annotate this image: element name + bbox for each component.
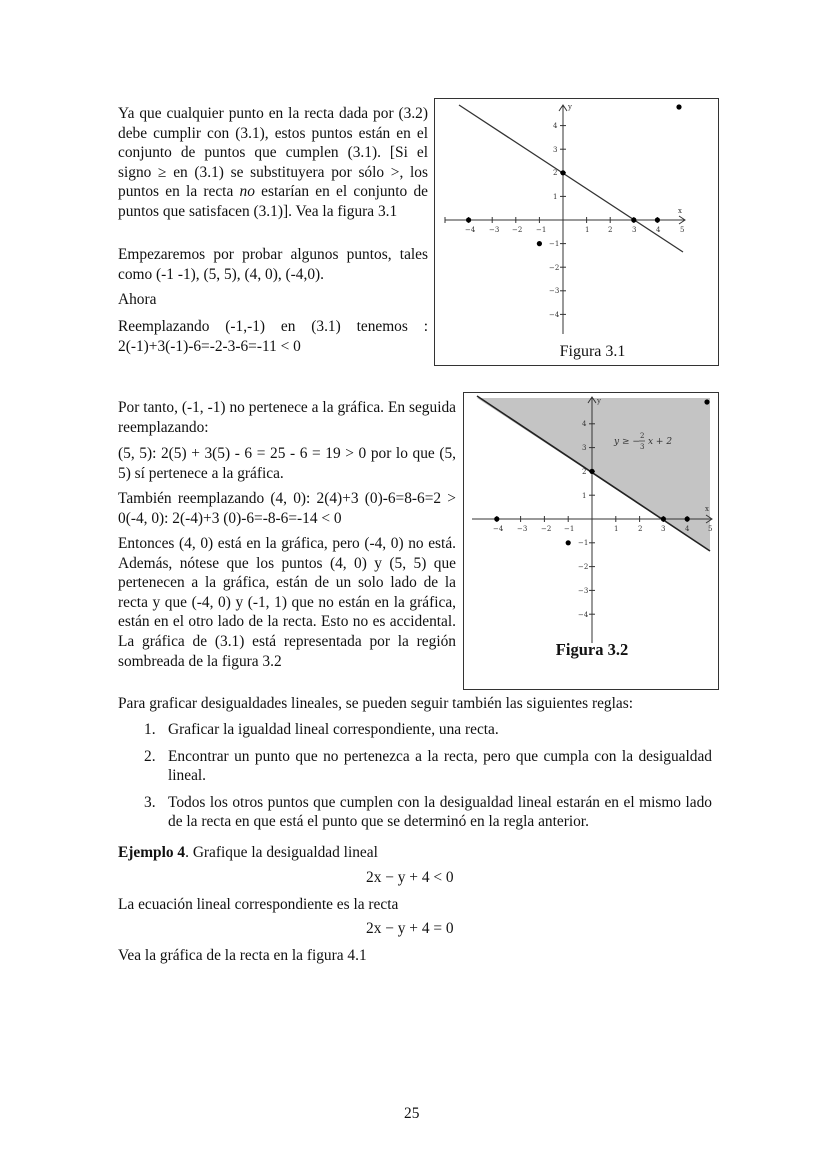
svg-text:−4: −4 bbox=[493, 525, 504, 533]
rule-number: 1. bbox=[144, 721, 156, 738]
svg-text:−4: −4 bbox=[578, 611, 589, 619]
text: Ya que cualquier punto en la recta dada por (3.2) debe cumplir con (3.1), estos puntos están en el conjunto de puntos que cumplen (3.1). [Si el signo ≥ en (3.1) se substituyera por sólo >, los puntos en la recta bbox=[118, 105, 428, 201]
rule-item-1 bbox=[118, 720, 712, 740]
svg-text:−4: −4 bbox=[549, 311, 560, 319]
svg-text:5: 5 bbox=[680, 226, 685, 234]
svg-text:1: 1 bbox=[614, 525, 619, 533]
svg-text:−3: −3 bbox=[549, 287, 560, 295]
rules-list bbox=[118, 720, 712, 839]
example-label: Ejemplo 4 bbox=[118, 844, 186, 861]
svg-text:−3: −3 bbox=[578, 587, 589, 595]
figure-3-2 bbox=[463, 392, 719, 690]
svg-text:4: 4 bbox=[685, 525, 690, 533]
text: estarían en el conjunto de puntos que satisfacen (3.1)]. Vea la figura 3.1 bbox=[118, 183, 428, 220]
svg-text:4: 4 bbox=[656, 226, 661, 234]
svg-text:−1: −1 bbox=[578, 539, 589, 547]
svg-text:3: 3 bbox=[640, 443, 645, 451]
svg-text:−4: −4 bbox=[465, 226, 476, 234]
svg-text:−1: −1 bbox=[564, 525, 575, 533]
svg-text:−2: −2 bbox=[578, 563, 589, 571]
svg-text:1: 1 bbox=[582, 492, 587, 500]
equation: 2x − y + 4 = 0 bbox=[366, 920, 454, 937]
rule-text: Graficar la igualdad lineal correspondiente, una recta. bbox=[168, 721, 499, 738]
svg-text:3: 3 bbox=[632, 226, 637, 234]
rule-text: Todos los otros puntos que cumplen con la desigualdad lineal estarán en el mismo lado de la recta en que está el punto que se determinó en la regla anterior. bbox=[168, 793, 712, 831]
rule-item-2 bbox=[118, 747, 712, 786]
rule-text: Encontrar un punto que no pertenezca a la recta, pero que cumpla con la desigualdad lineal. bbox=[168, 747, 712, 785]
paragraph-block2-3: También reemplazando (4, 0): 2(4)+3 (0)-6=8-6=2 > 0(-4, 0): 2(-4)+3 (0)-6=-8-6=-14 < 0 bbox=[118, 490, 456, 527]
rule-item-3 bbox=[118, 793, 712, 832]
figure-3-2-caption: Figura 3.2 bbox=[555, 640, 629, 659]
rule-number: 2. bbox=[144, 747, 156, 765]
line-text: La ecuación lineal correspondiente es la recta bbox=[118, 896, 399, 913]
svg-text:y ≥ −: y ≥ − bbox=[614, 437, 640, 447]
svg-text:−3: −3 bbox=[517, 525, 528, 533]
paragraph-block2-4: Entonces (4, 0) está en la gráfica, pero (-4, 0) no está. Además, nótese que los puntos (4, 0) y (5, 5) que pertenecen a la gráfica, están de un solo lado de la recta y que (-4, 0) y (-1, 1) que no están en la gráfica, están en el otro lado de la recta. Esto no es accidental. La gráfica de (3.1) está representada por la región sombreada de la figura 3.2 bbox=[118, 535, 456, 670]
svg-text:4: 4 bbox=[553, 122, 558, 130]
svg-text:−3: −3 bbox=[489, 226, 500, 234]
figure-3-1-caption: Figura 3.1 bbox=[559, 343, 626, 360]
italic-text: no bbox=[239, 183, 255, 201]
svg-text:−1: −1 bbox=[549, 240, 560, 248]
example-intro: . Grafique la desigualdad lineal bbox=[185, 844, 378, 861]
svg-text:3: 3 bbox=[582, 444, 587, 452]
paragraph-block2-2: (5, 5): 2(5) + 3(5) - 6 = 25 - 6 = 19 > 0 por lo que (5, 5) sí pertenece a la gráfica. bbox=[118, 445, 456, 482]
svg-text:−1: −1 bbox=[536, 226, 547, 234]
example-heading bbox=[118, 843, 718, 863]
paragraph-block1-4: Reemplazando (-1,-1) en (3.1) tenemos : 2(-1)+3(-1)-6=-2-3-6=-11 < 0 bbox=[118, 318, 428, 355]
svg-text:2: 2 bbox=[553, 169, 558, 177]
svg-text:y: y bbox=[597, 397, 601, 405]
svg-text:2: 2 bbox=[608, 226, 613, 234]
svg-text:−2: −2 bbox=[512, 226, 523, 234]
paragraph-block1-1 bbox=[118, 104, 428, 222]
paragraph-block1-2: Empezaremos por probar algunos puntos, tales como (-1 -1), (5, 5), (4, 0), (-4,0). bbox=[118, 246, 428, 283]
paragraph-block2-1: Por tanto, (-1, -1) no pertenece a la gráfica. En seguida reemplazando: bbox=[118, 399, 456, 436]
inequality: 2x − y + 4 < 0 bbox=[366, 869, 454, 886]
svg-text:1: 1 bbox=[585, 226, 590, 234]
svg-text:x + 2: x + 2 bbox=[648, 437, 673, 447]
svg-text:1: 1 bbox=[553, 193, 558, 201]
figure-3-1 bbox=[434, 98, 719, 366]
svg-text:−2: −2 bbox=[549, 264, 560, 272]
svg-text:−2: −2 bbox=[541, 525, 552, 533]
rule-number: 3. bbox=[144, 793, 156, 811]
svg-text:x: x bbox=[678, 207, 682, 215]
svg-text:5: 5 bbox=[708, 525, 713, 533]
svg-text:3: 3 bbox=[553, 146, 558, 154]
svg-text:4: 4 bbox=[582, 420, 587, 428]
figure-3-1-plot bbox=[435, 99, 720, 367]
svg-text:2: 2 bbox=[638, 525, 643, 533]
rules-intro: Para graficar desigualdades lineales, se pueden seguir también las siguientes reglas: bbox=[118, 695, 633, 712]
svg-text:y: y bbox=[568, 103, 572, 111]
page-number: 25 bbox=[404, 1105, 420, 1122]
paragraph-block1-3: Ahora bbox=[118, 291, 157, 308]
svg-text:3: 3 bbox=[661, 525, 666, 533]
svg-text:2: 2 bbox=[582, 468, 587, 476]
svg-text:2: 2 bbox=[640, 432, 645, 440]
svg-text:x: x bbox=[705, 505, 709, 513]
closing-text: Vea la gráfica de la recta en la figura 4.1 bbox=[118, 947, 367, 964]
